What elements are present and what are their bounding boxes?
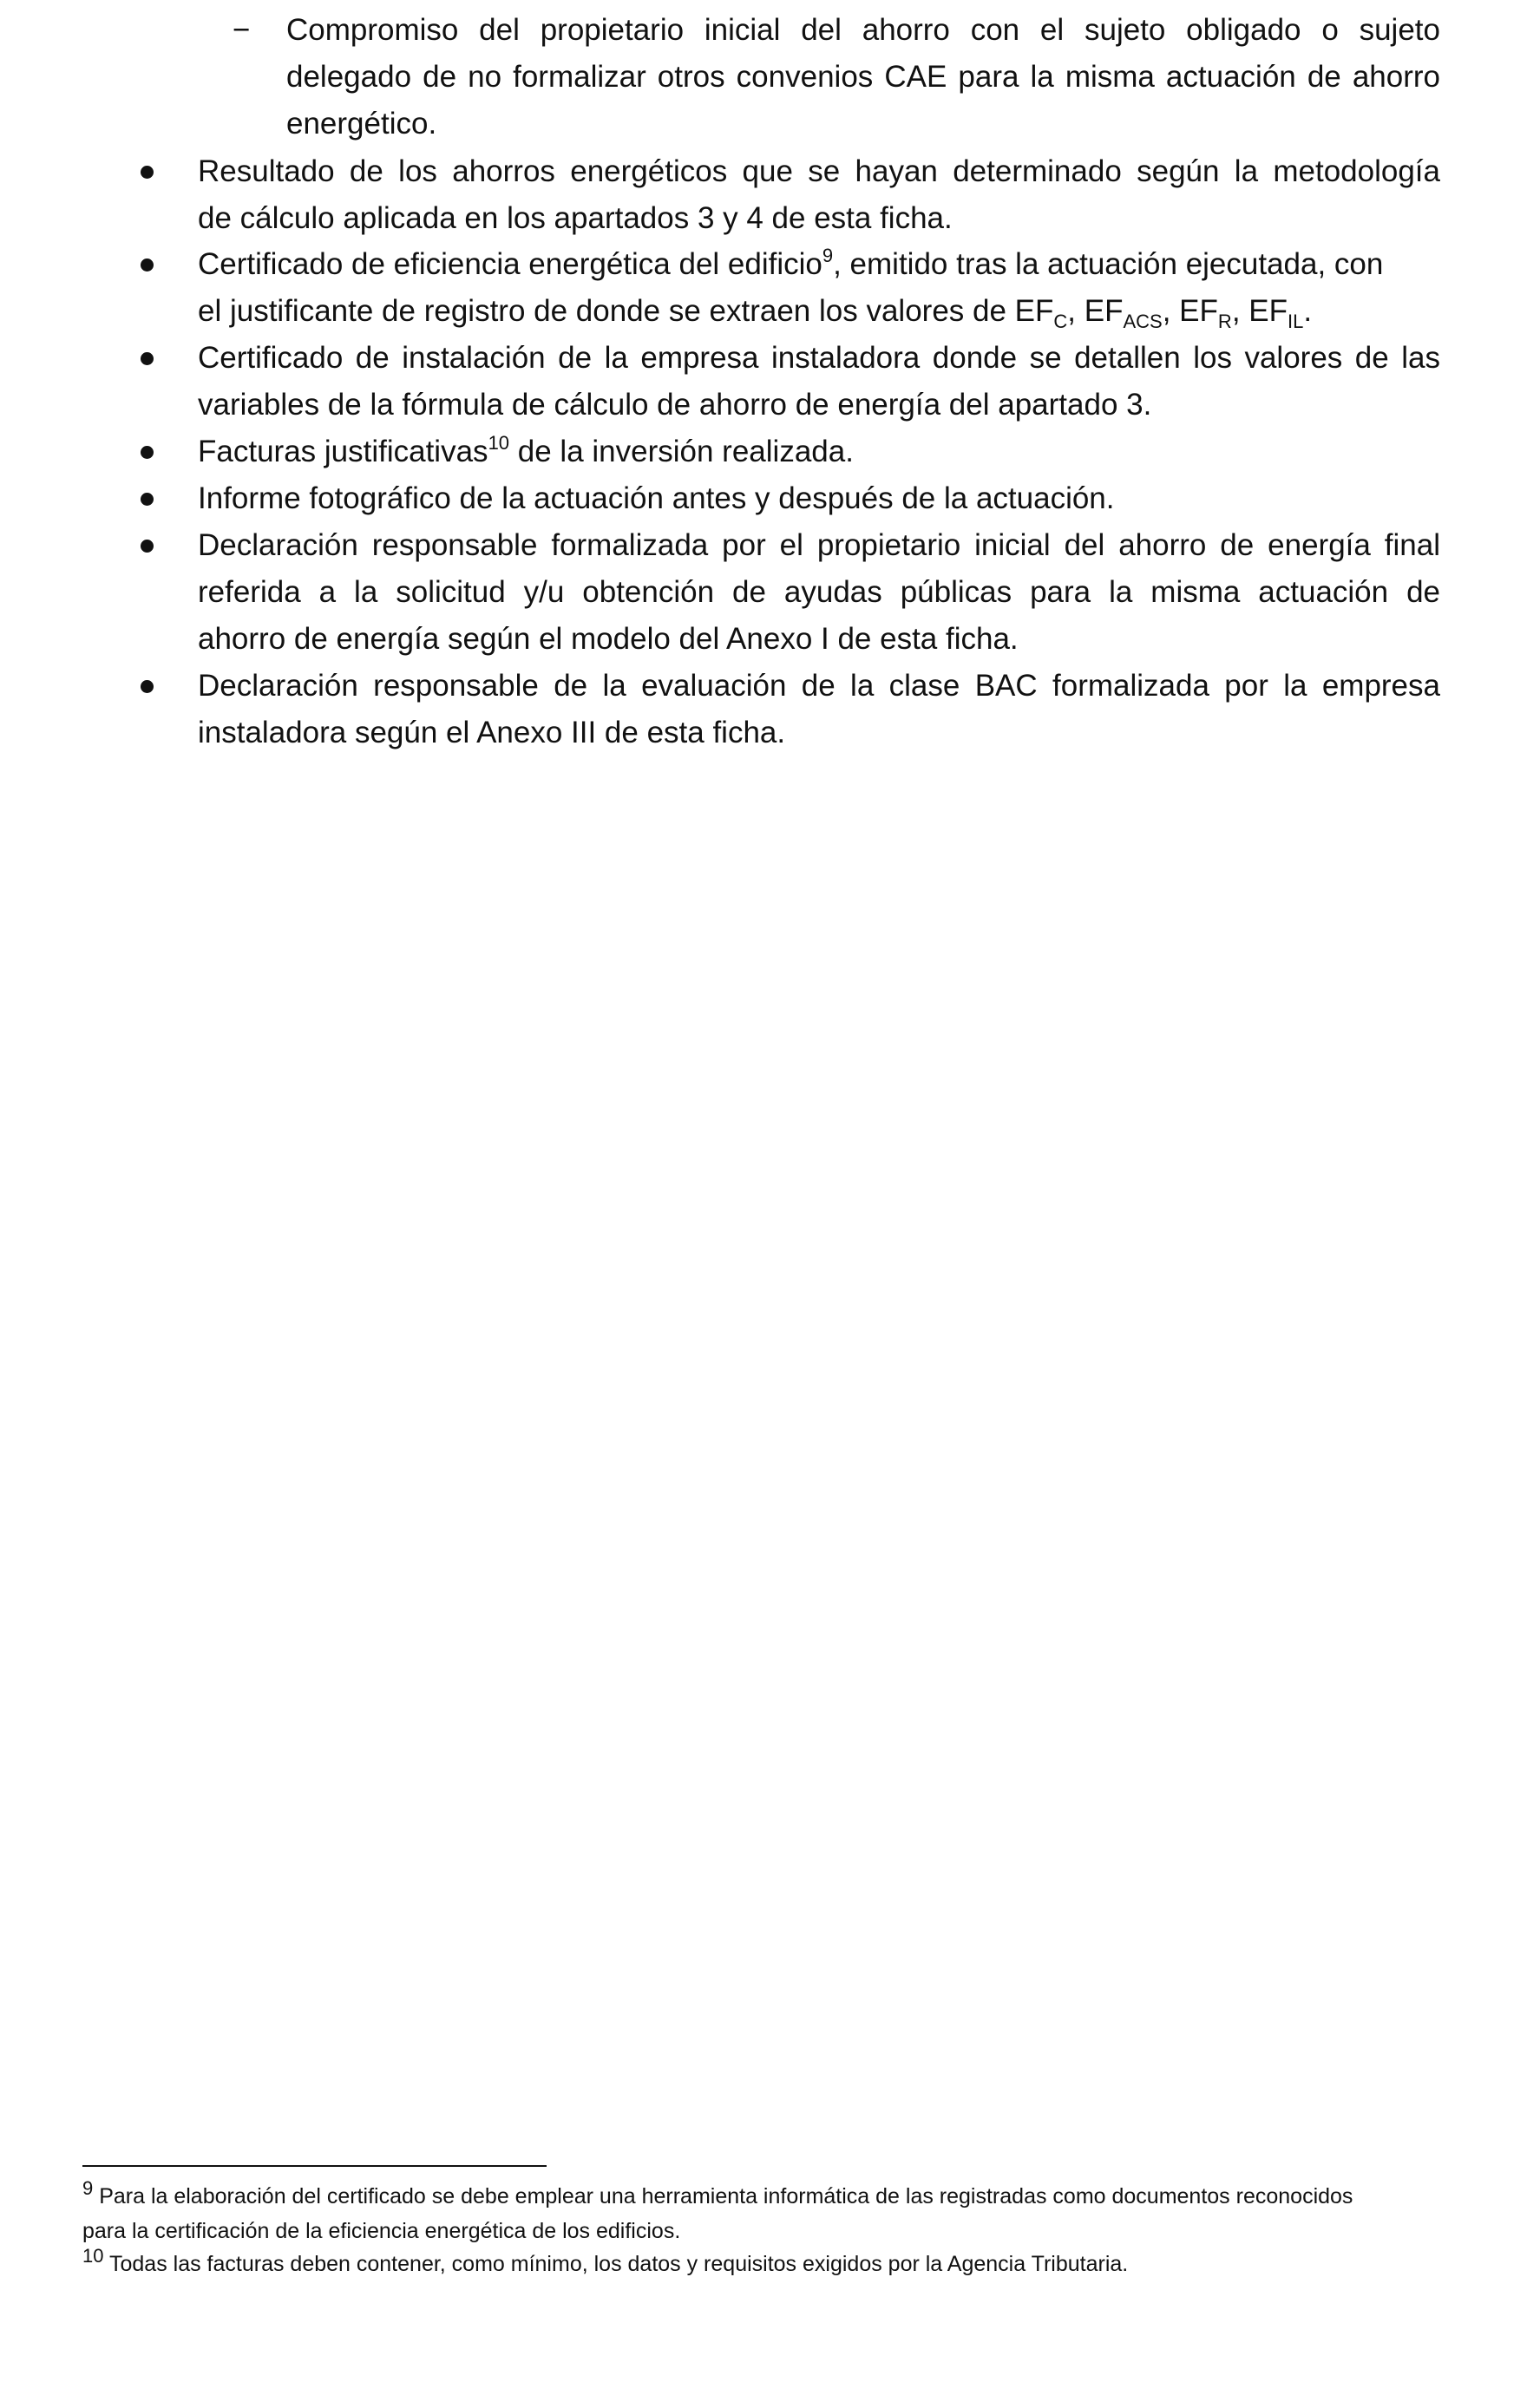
- list-item-line: variables de la fórmula de cálculo de ahorro de energía del apartado 3.: [198, 388, 1152, 422]
- sub-item-line: delegado de no formalizar otros convenios CAE para la misma actuación de ahorro: [286, 60, 1440, 94]
- bullet-marker: [141, 166, 154, 179]
- footnote-separator: [82, 2165, 547, 2167]
- list-item-line: referida a la solicitud y/u obtención de ayudas públicas para la misma actuación de: [198, 575, 1440, 609]
- footnote-text: Todas las facturas deben contener, como mínimo, los datos y requisitos exigidos por la Agencia Tributaria.: [103, 2252, 1129, 2276]
- bullet-marker: [141, 258, 154, 272]
- text-run: el justificante de registro de donde se extraen los valores de EF: [198, 294, 1054, 328]
- footnote-mark: 10: [82, 2245, 104, 2267]
- list-item-line: ahorro de energía según el modelo del Anexo I de esta ficha.: [198, 622, 1019, 656]
- footnote-ref: 9: [822, 245, 834, 266]
- subscript: R: [1217, 311, 1232, 332]
- footnote-line: para la certificación de la eficiencia energética de los edificios.: [82, 2219, 681, 2243]
- footnote-ref: 10: [488, 432, 510, 454]
- subscript: IL: [1288, 311, 1304, 332]
- bullet-marker: [141, 446, 154, 459]
- sub-item-line: Compromiso del propietario inicial del ahorro con el sujeto obligado o sujeto: [286, 13, 1440, 47]
- sub-item-line: energético.: [286, 107, 437, 141]
- bullet-marker: [141, 540, 154, 553]
- text-run: Facturas justificativas: [198, 435, 488, 468]
- text-run: , EF: [1067, 294, 1124, 328]
- text-run: , emitido tras la actuación ejecutada, con: [833, 247, 1384, 281]
- list-item-line: [198, 241, 1383, 288]
- bullet-marker: [141, 680, 154, 693]
- footnote-line: [82, 2179, 1353, 2214]
- footnote-text: Para la elaboración del certificado se debe emplear una herramienta informática de las registradas como documentos reconocidos: [93, 2184, 1353, 2208]
- dash-marker: −: [233, 13, 251, 47]
- text-run: de la inversión realizada.: [509, 435, 854, 468]
- list-item-line: Declaración responsable de la evaluación de la clase BAC formalizada por la empresa: [198, 669, 1440, 703]
- list-item-line: [198, 429, 854, 475]
- footnote-mark: 9: [82, 2177, 94, 2199]
- list-item-line: Declaración responsable formalizada por el propietario inicial del ahorro de energía final: [198, 528, 1440, 562]
- list-item-line: Informe fotográfico de la actuación antes y después de la actuación.: [198, 481, 1115, 515]
- bullet-marker: [141, 352, 154, 365]
- subscript: C: [1053, 311, 1068, 332]
- list-item-line: Certificado de instalación de la empresa instaladora donde se detallen los valores de las: [198, 341, 1440, 375]
- text-run: Certificado de eficiencia energética del edificio: [198, 247, 822, 281]
- text-run: .: [1303, 294, 1313, 328]
- list-item-line: de cálculo aplicada en los apartados 3 y 4 de esta ficha.: [198, 201, 953, 235]
- text-run: , EF: [1231, 294, 1288, 328]
- list-item-line: instaladora según el Anexo III de esta ficha.: [198, 716, 786, 749]
- list-item-line: [198, 288, 1312, 335]
- bullet-marker: [141, 493, 154, 506]
- subscript: ACS: [1123, 311, 1163, 332]
- list-item-line: Resultado de los ahorros energéticos que se hayan determinado según la metodología: [198, 154, 1440, 188]
- footnote-line: [82, 2247, 1128, 2281]
- text-run: , EF: [1162, 294, 1218, 328]
